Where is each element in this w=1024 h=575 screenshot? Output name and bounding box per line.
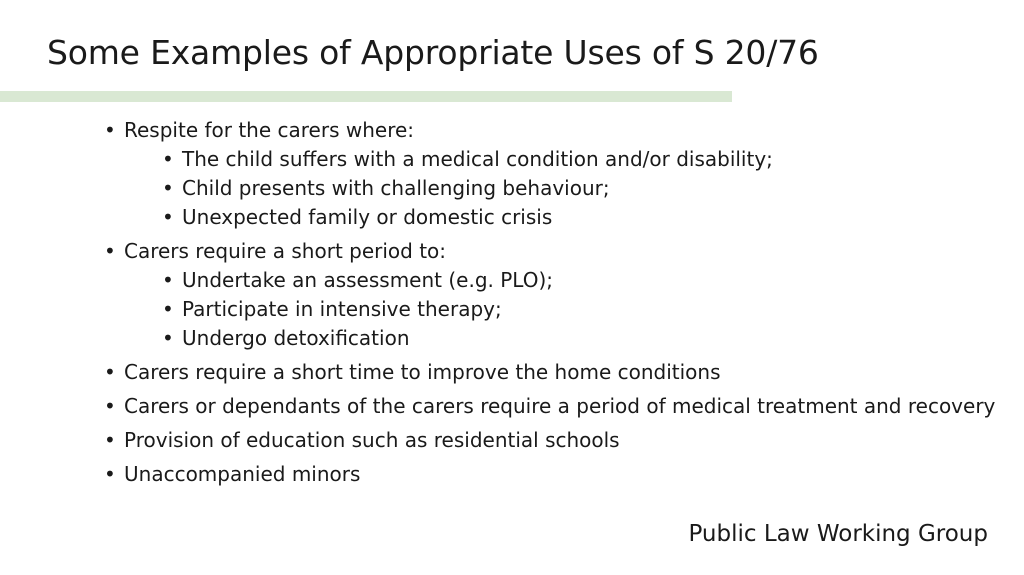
bullet-dot: • <box>162 205 174 229</box>
title-accent-bar <box>0 91 732 102</box>
bullet-item <box>104 358 1024 387</box>
bullet-item <box>104 116 1024 232</box>
slide-title: Some Examples of Appropriate Uses of S 20/76 <box>47 33 819 72</box>
bullet-dot: • <box>162 176 174 200</box>
sub-bullet-text: Undergo detoxification <box>182 326 410 350</box>
sub-bullet-item <box>162 145 1024 174</box>
bullet-dot: • <box>104 394 116 418</box>
sub-bullet-item <box>162 295 1024 324</box>
bullet-dot: • <box>162 268 174 292</box>
sub-bullet-text: Undertake an assessment (e.g. PLO); <box>182 268 554 292</box>
bullet-dot: • <box>104 428 116 452</box>
bullet-dot: • <box>162 326 174 350</box>
bullet-dot: • <box>104 239 116 263</box>
bullet-item <box>104 237 1024 353</box>
sub-bullet-list <box>124 145 1024 232</box>
bullet-text: Carers require a short time to improve the home conditions <box>124 360 721 384</box>
bullet-item <box>104 392 1024 421</box>
bullet-list <box>104 116 1024 489</box>
footer-organization: Public Law Working Group <box>688 521 988 547</box>
bullet-dot: • <box>162 297 174 321</box>
sub-bullet-text: The child suffers with a medical condition and/or disability; <box>182 147 773 171</box>
bullet-text: Provision of education such as residential schools <box>124 428 620 452</box>
bullet-dot: • <box>104 118 116 142</box>
bullet-item <box>104 460 1024 489</box>
bullet-text: Carers or dependants of the carers require a period of medical treatment and recovery <box>124 394 996 418</box>
bullet-dot: • <box>104 462 116 486</box>
sub-bullet-item <box>162 203 1024 232</box>
sub-bullet-text: Unexpected family or domestic crisis <box>182 205 553 229</box>
sub-bullet-item <box>162 266 1024 295</box>
bullet-dot: • <box>104 360 116 384</box>
bullet-text: Carers require a short period to: <box>124 239 447 263</box>
sub-bullet-item <box>162 324 1024 353</box>
bullet-text: Respite for the carers where: <box>124 118 415 142</box>
sub-bullet-item <box>162 174 1024 203</box>
bullet-text: Unaccompanied minors <box>124 462 361 486</box>
sub-bullet-text: Participate in intensive therapy; <box>182 297 502 321</box>
bullet-item <box>104 426 1024 455</box>
sub-bullet-list <box>124 266 1024 353</box>
bullet-dot: • <box>162 147 174 171</box>
sub-bullet-text: Child presents with challenging behaviour; <box>182 176 610 200</box>
